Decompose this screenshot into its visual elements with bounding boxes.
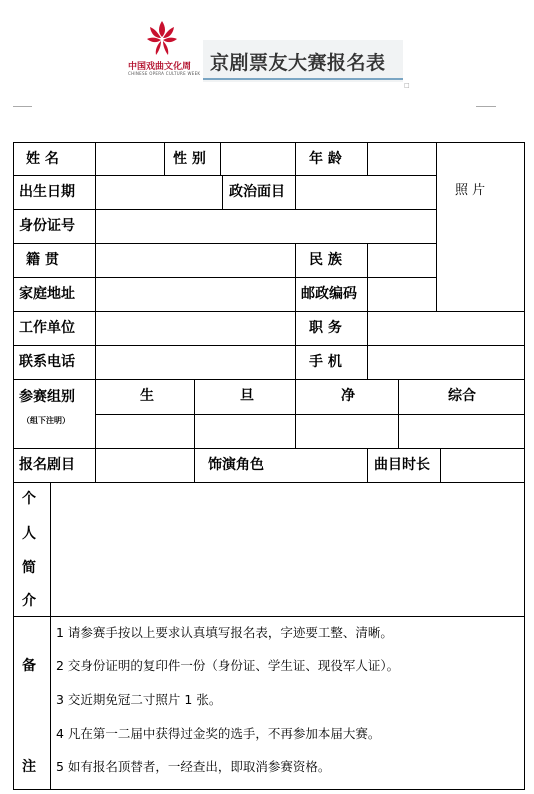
job-title-field[interactable] — [368, 312, 524, 345]
bio-label-char-4: 介 — [22, 593, 36, 609]
title-marker: □ — [404, 82, 410, 89]
gender-label: 性 别 — [173, 151, 206, 167]
repertoire-label: 报名剧目 — [19, 457, 75, 473]
category-zonghe: 综合 — [448, 388, 476, 404]
phone-field[interactable] — [96, 346, 295, 379]
logo-english-text: CHINESE OPERA CULTURE WEEK — [128, 71, 201, 76]
category-dan-field[interactable] — [195, 415, 295, 448]
employer-field[interactable] — [96, 312, 295, 345]
native-place-field[interactable] — [96, 244, 295, 277]
note-item: 1 请参赛手按以上要求认真填写报名表，字迹要工整、清晰。 — [56, 625, 393, 640]
category-sheng-field[interactable] — [96, 415, 194, 448]
native-place-label: 籍 贯 — [26, 252, 59, 268]
bio-label-char-2: 人 — [22, 526, 36, 542]
home-address-label: 家庭地址 — [19, 286, 75, 302]
registration-form-table — [13, 142, 525, 790]
id-number-field[interactable] — [96, 210, 436, 243]
political-status-field[interactable] — [296, 176, 436, 209]
note-item: 3 交近期免冠二寸照片 1 张。 — [56, 692, 222, 707]
ethnicity-field[interactable] — [368, 244, 436, 277]
margin-mark-right — [476, 106, 496, 107]
category-dan: 旦 — [240, 388, 254, 404]
note-item: 4 凡在第一二届中获得过金奖的选手，不再参加本届大赛。 — [56, 726, 381, 741]
repertoire-field[interactable] — [96, 449, 194, 482]
name-label: 姓 名 — [26, 151, 59, 167]
postcode-field[interactable] — [368, 278, 436, 311]
category-jing: 净 — [341, 388, 355, 404]
bio-label-char-1: 个 — [22, 491, 36, 507]
mobile-label: 手 机 — [309, 354, 342, 370]
logo-chinese-text: 中国戏曲文化周 — [128, 62, 192, 72]
note-item: 5 如有报名顶替者，一经查出，即取消参赛资格。 — [56, 759, 331, 774]
political-status-label: 政治面目 — [229, 184, 285, 200]
postcode-label: 邮政编码 — [301, 286, 357, 302]
note-item: 2 交身份证明的复印件一份（身份证、学生证、现役军人证）。 — [56, 658, 400, 673]
notes-label-char-1: 备 — [22, 658, 36, 674]
phone-label: 联系电话 — [19, 354, 75, 370]
bio-label-char-3: 简 — [22, 560, 36, 576]
title-underline — [203, 78, 403, 80]
ethnicity-label: 民 族 — [309, 252, 342, 268]
role-label: 饰演角色 — [208, 457, 264, 473]
category-note: （组下注明） — [22, 416, 70, 425]
role-field[interactable] — [296, 449, 367, 482]
employer-label: 工作单位 — [19, 320, 75, 336]
birth-date-field[interactable] — [96, 176, 222, 209]
photo-box[interactable] — [437, 143, 524, 311]
age-field[interactable] — [368, 143, 436, 175]
photo-label: 照 片 — [455, 183, 486, 198]
duration-label: 曲目时长 — [374, 457, 430, 473]
opera-week-logo-icon — [144, 18, 180, 58]
bio-field[interactable] — [51, 483, 524, 616]
gender-field[interactable] — [221, 143, 295, 175]
margin-mark-left — [13, 106, 32, 107]
duration-field[interactable] — [441, 449, 524, 482]
id-number-label: 身份证号 — [19, 218, 75, 234]
home-address-field[interactable] — [96, 278, 295, 311]
job-title-label: 职 务 — [309, 320, 342, 336]
mobile-field[interactable] — [368, 346, 524, 379]
birth-date-label: 出生日期 — [19, 184, 75, 200]
category-jing-field[interactable] — [296, 415, 398, 448]
form-title: 京剧票友大赛报名表 — [210, 52, 386, 74]
category-zonghe-field[interactable] — [399, 415, 524, 448]
notes-label-char-2: 注 — [22, 759, 36, 775]
name-field[interactable] — [96, 143, 164, 175]
category-label: 参赛组别 — [19, 389, 75, 405]
age-label: 年 龄 — [309, 151, 342, 167]
category-sheng: 生 — [140, 388, 154, 404]
